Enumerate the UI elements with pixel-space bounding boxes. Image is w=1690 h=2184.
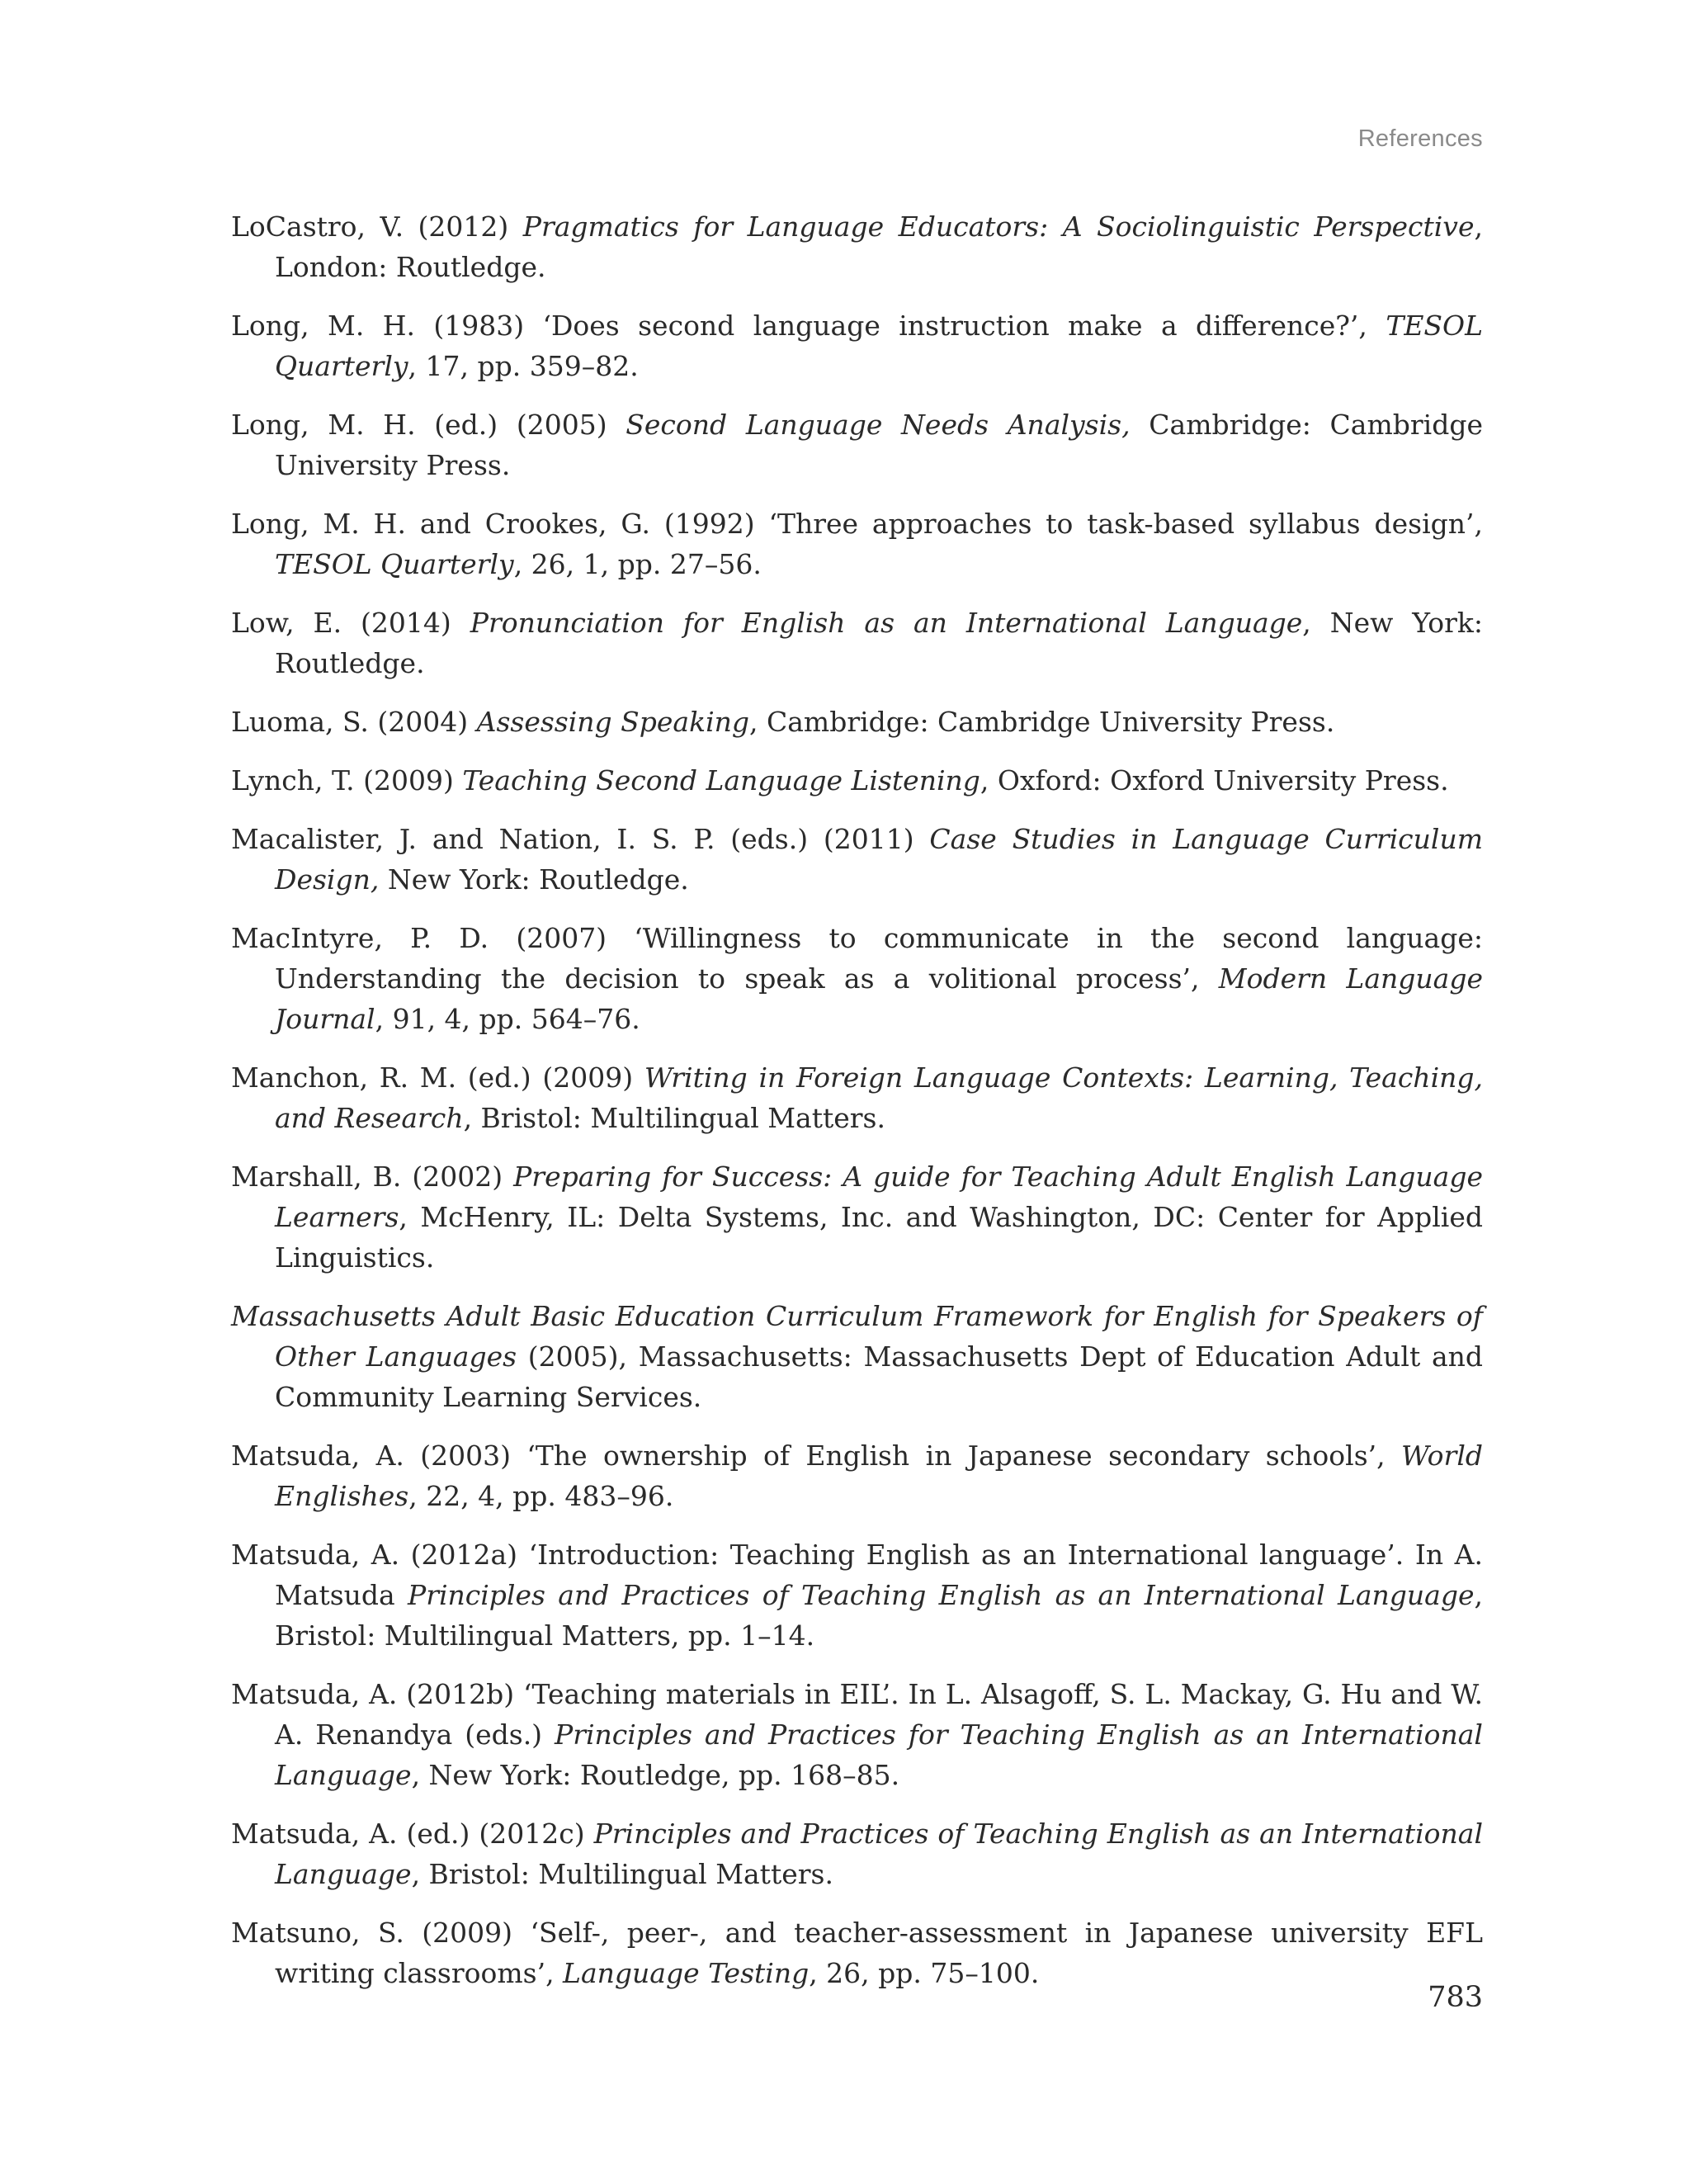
- reference-entry: [231, 1156, 1483, 1278]
- reference-entry: [231, 404, 1483, 485]
- reference-details: , Bristol: Multilingual Matters, pp. 1–14.: [275, 1579, 1483, 1652]
- reference-entry: [231, 819, 1483, 900]
- reference-entry: [231, 702, 1483, 742]
- reference-authors: Matsuda, A. (2012a) ‘Introduction: Teaching English as an International language’. In A. Matsuda: [231, 1539, 1483, 1611]
- reference-title: Case Studies in Language Curriculum Design,: [275, 823, 1483, 896]
- reference-details: , McHenry, IL: Delta Systems, Inc. and Washington, DC: Center for Applied Linguistics.: [275, 1201, 1483, 1274]
- reference-title: Massachusetts Adult Basic Education Curriculum Framework for English for Speakers of Other Languages: [231, 1300, 1483, 1373]
- reference-entry: [231, 760, 1483, 801]
- reference-authors: Luoma, S. (2004): [231, 706, 477, 738]
- running-head: References: [1357, 125, 1483, 152]
- reference-details: , 22, 4, pp. 483–96.: [408, 1480, 674, 1512]
- reference-title: Pragmatics for Language Educators: A Sociolinguistic Perspective: [522, 210, 1475, 243]
- reference-title: Pronunciation for English as an International Language: [470, 607, 1303, 639]
- page-number: 783: [1428, 1981, 1483, 2014]
- reference-title: TESOL Quarterly: [275, 310, 1483, 382]
- reference-entry: [231, 918, 1483, 1039]
- reference-entry: [231, 603, 1483, 683]
- reference-list: [231, 206, 1483, 2011]
- reference-authors: Long, M. H. and Crookes, G. (1992) ‘Three approaches to task-based syllabus design’,: [231, 508, 1483, 540]
- reference-entry: [231, 1813, 1483, 1894]
- reference-entry: [231, 206, 1483, 287]
- reference-details: New York: Routledge.: [379, 863, 689, 896]
- reference-authors: Matsuda, A. (2003) ‘The ownership of English in Japanese secondary schools’,: [231, 1439, 1401, 1472]
- reference-title: Modern Language Journal: [275, 962, 1483, 1035]
- reference-details: , Cambridge: Cambridge University Press.: [749, 706, 1335, 738]
- reference-authors: Manchon, R. M. (ed.) (2009): [231, 1061, 644, 1094]
- reference-title: Principles and Practices of Teaching English as an International Language: [407, 1579, 1475, 1611]
- reference-entry: [231, 1296, 1483, 1417]
- reference-details: , New York: Routledge, pp. 168–85.: [411, 1759, 900, 1791]
- reference-title: Principles and Practices for Teaching English as an International Language: [275, 1718, 1483, 1791]
- reference-entry: [231, 1435, 1483, 1516]
- reference-title: Assessing Speaking: [476, 706, 750, 738]
- reference-title: Preparing for Success: A guide for Teaching Adult English Language Learners: [275, 1161, 1483, 1233]
- reference-authors: Macalister, J. and Nation, I. S. P. (eds.) (2011): [231, 823, 930, 855]
- reference-details: , New York: Routledge.: [275, 607, 1483, 679]
- reference-details: , 91, 4, pp. 564–76.: [375, 1003, 640, 1035]
- reference-authors: Matsuno, S. (2009) ‘Self-, peer-, and teacher-assessment in Japanese university EFL writing classrooms’,: [231, 1917, 1483, 1989]
- reference-entry: [231, 1674, 1483, 1795]
- reference-details: Cambridge: Cambridge University Press.: [275, 409, 1483, 481]
- reference-authors: Matsuda, A. (ed.) (2012c): [231, 1818, 594, 1850]
- reference-authors: Marshall, B. (2002): [231, 1161, 514, 1193]
- reference-entry: [231, 1057, 1483, 1138]
- reference-authors: LoCastro, V. (2012): [231, 210, 523, 243]
- reference-authors: Low, E. (2014): [231, 607, 470, 639]
- reference-details: , Bristol: Multilingual Matters.: [411, 1858, 833, 1890]
- reference-authors: Long, M. H. (1983) ‘Does second language instruction make a difference?’,: [231, 310, 1386, 342]
- reference-title: Language Testing: [563, 1957, 810, 1989]
- reference-entry: [231, 1912, 1483, 1993]
- reference-details: , 26, pp. 75–100.: [809, 1957, 1040, 1989]
- reference-title: Principles and Practices of Teaching English as an International Language: [275, 1818, 1483, 1890]
- reference-authors: MacIntyre, P. D. (2007) ‘Willingness to communicate in the second language: Understanding the decision to speak as a volitional process’,: [231, 922, 1483, 995]
- reference-title: Second Language Needs Analysis,: [625, 409, 1131, 441]
- reference-authors: Matsuda, A. (2012b) ‘Teaching materials in EIL’. In L. Alsagoff, S. L. Mackay, G. Hu and W. A. Renandya (eds.): [231, 1678, 1483, 1751]
- reference-entry: [231, 305, 1483, 386]
- reference-details: , Oxford: Oxford University Press.: [980, 764, 1449, 797]
- reference-title: Teaching Second Language Listening: [462, 764, 980, 797]
- reference-details: (2005), Massachusetts: Massachusetts Dept of Education Adult and Community Learning Services.: [275, 1340, 1484, 1413]
- reference-title: World Englishes: [275, 1439, 1483, 1512]
- reference-title: TESOL Quarterly: [275, 548, 514, 580]
- reference-details: , London: Routledge.: [275, 210, 1483, 283]
- reference-details: , Bristol: Multilingual Matters.: [463, 1102, 885, 1134]
- reference-entry: [231, 1534, 1483, 1656]
- reference-details: , 26, 1, pp. 27–56.: [513, 548, 762, 580]
- reference-entry: [231, 503, 1483, 584]
- reference-authors: Long, M. H. (ed.) (2005): [231, 409, 626, 441]
- reference-title: Writing in Foreign Language Contexts: Learning, Teaching, and Research: [275, 1061, 1483, 1134]
- reference-details: , 17, pp. 359–82.: [408, 350, 639, 382]
- reference-authors: Lynch, T. (2009): [231, 764, 463, 797]
